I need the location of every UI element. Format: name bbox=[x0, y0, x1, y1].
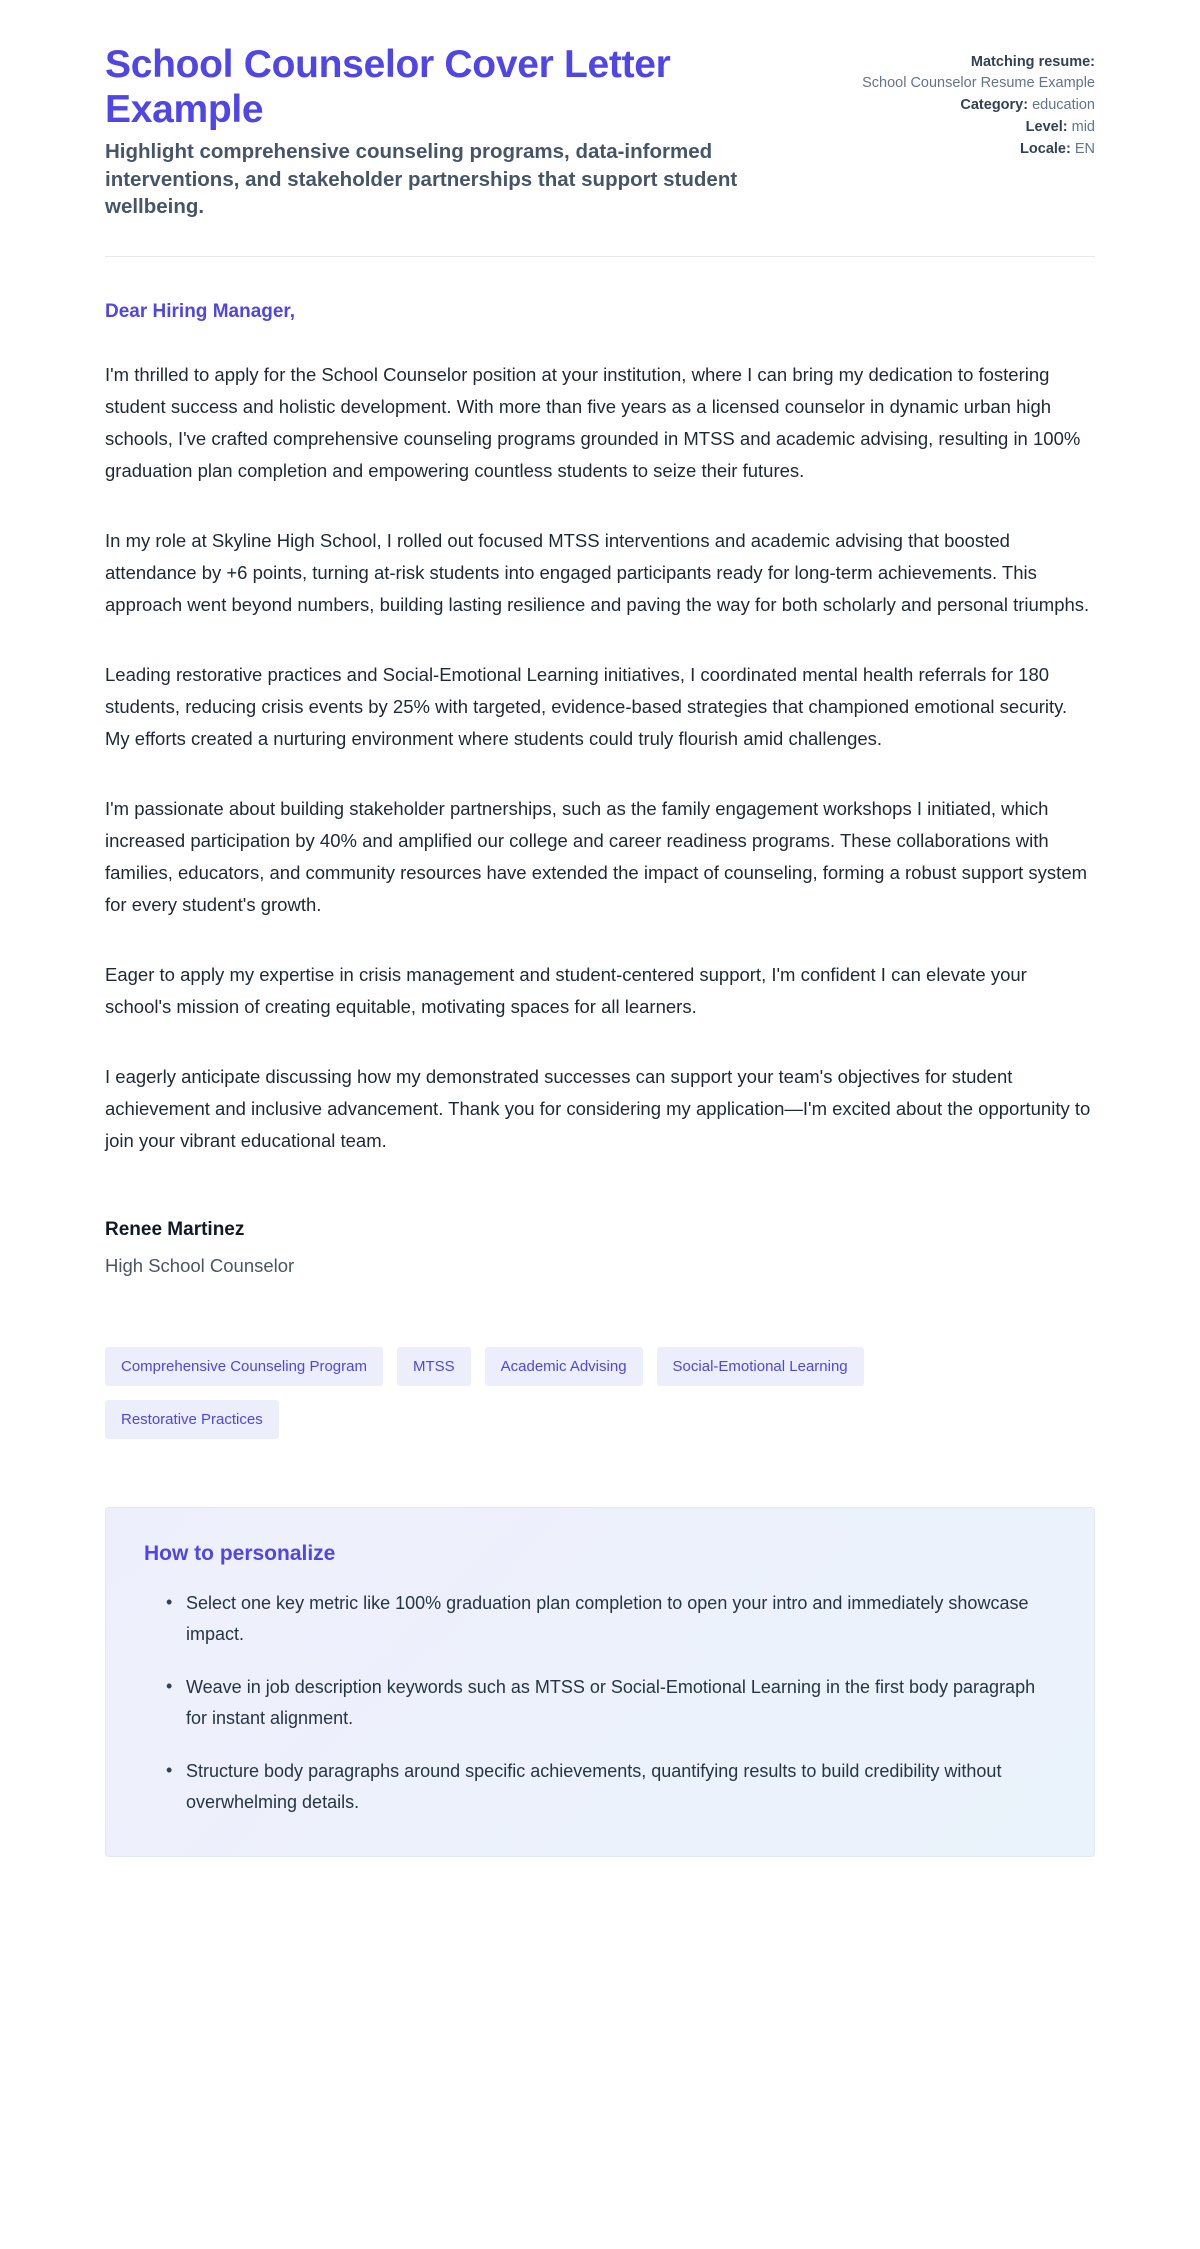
signature-name: Renee Martinez bbox=[105, 1219, 245, 1241]
callout-tip-list bbox=[144, 1588, 1056, 1818]
meta-category-label: Category: bbox=[960, 96, 1029, 113]
page-title: School Counselor Cover Letter Example bbox=[105, 43, 671, 132]
signature-role: High School Counselor bbox=[105, 1255, 295, 1277]
meta-category bbox=[862, 95, 1095, 116]
page-header bbox=[105, 42, 1095, 220]
document-metadata bbox=[862, 42, 1095, 161]
skill-tag[interactable]: Restorative Practices bbox=[105, 1400, 279, 1439]
meta-level bbox=[862, 117, 1095, 138]
letter-paragraph: Leading restorative practices and Social-Emotional Learning initiatives, I coordinated mental health referrals for 180 students, reducing crisis events by 25% with targeted, evidence-based strategies that championed emotional security. My efforts created a nurturing environment where students could truly flourish amid challenges. bbox=[105, 664, 1068, 750]
callout-title: How to personalize bbox=[144, 1542, 336, 1566]
skill-tag[interactable]: MTSS bbox=[397, 1347, 471, 1386]
letter-salutation: Dear Hiring Manager, bbox=[105, 301, 296, 323]
meta-level-value: mid bbox=[1071, 118, 1095, 135]
callout-tip-item: • Weave in job description keywords such as MTSS or Social-Emotional Learning in the first body paragraph for instant alignment. bbox=[166, 1672, 1056, 1734]
letter-paragraph: I'm passionate about building stakeholder partnerships, such as the family engagement workshops I initiated, which increased participation by 40% and amplified our college and career readiness programs. These collaborations with families, educators, and community resources have extended the impact of counseling, forming a robust support system for every student's growth. bbox=[105, 798, 1088, 916]
letter-paragraph: Eager to apply my expertise in crisis management and student-centered support, I'm confident I can elevate your school's mission of creating equitable, motivating spaces for all learners. bbox=[105, 964, 1027, 1018]
meta-category-value: education bbox=[1032, 96, 1095, 113]
letter-paragraphs bbox=[105, 359, 1095, 1157]
letter-paragraph: In my role at Skyline High School, I rolled out focused MTSS interventions and academic advising that boosted attendance by +6 points, turning at-risk students into engaged participants ready for long-term achievements. This approach went beyond numbers, building lasting resilience and paving the way for both scholarly and personal triumphs. bbox=[105, 530, 1090, 616]
callout-tip-item: • Structure body paragraphs around specific achievements, quantifying results to build credibility without overwhelming details. bbox=[166, 1756, 1056, 1818]
skill-tag[interactable]: Comprehensive Counseling Program bbox=[105, 1347, 383, 1386]
meta-matching-resume bbox=[862, 52, 1095, 94]
page-subtitle: Highlight comprehensive counseling programs, data-informed interventions, and stakeholder partnerships that support student wellbeing. bbox=[105, 140, 738, 218]
letter-body bbox=[105, 257, 1095, 1277]
letter-paragraph: I eagerly anticipate discussing how my demonstrated successes can support your team's objectives for student achievement and inclusive advancement. Thank you for considering my application—I'm excited about the opportunity to join your vibrant educational team. bbox=[105, 1066, 1091, 1152]
meta-locale-label: Locale: bbox=[1020, 140, 1071, 157]
meta-matching-resume-label: Matching resume: bbox=[970, 54, 1095, 70]
signature-block bbox=[105, 1219, 1095, 1277]
meta-level-label: Level: bbox=[1025, 118, 1068, 135]
skill-tag[interactable]: Social-Emotional Learning bbox=[657, 1347, 864, 1386]
meta-matching-resume-value: School Counselor Resume Example bbox=[862, 75, 1095, 92]
skill-tag-list bbox=[105, 1347, 1045, 1439]
personalize-callout bbox=[105, 1507, 1095, 1857]
header-title-block bbox=[105, 42, 822, 220]
callout-tip-item: • Select one key metric like 100% graduation plan completion to open your intro and immediately showcase impact. bbox=[166, 1588, 1056, 1650]
meta-locale bbox=[862, 139, 1095, 160]
skill-tag[interactable]: Academic Advising bbox=[485, 1347, 643, 1386]
meta-locale-value: EN bbox=[1074, 140, 1095, 157]
letter-paragraph: I'm thrilled to apply for the School Counselor position at your institution, where I can bring my dedication to fostering student success and holistic development. With more than five years as a licensed counselor in dynamic urban high schools, I've crafted comprehensive counseling programs grounded in MTSS and academic advising, resulting in 100% graduation plan completion and empowering countless students to seize their futures. bbox=[105, 364, 1081, 482]
